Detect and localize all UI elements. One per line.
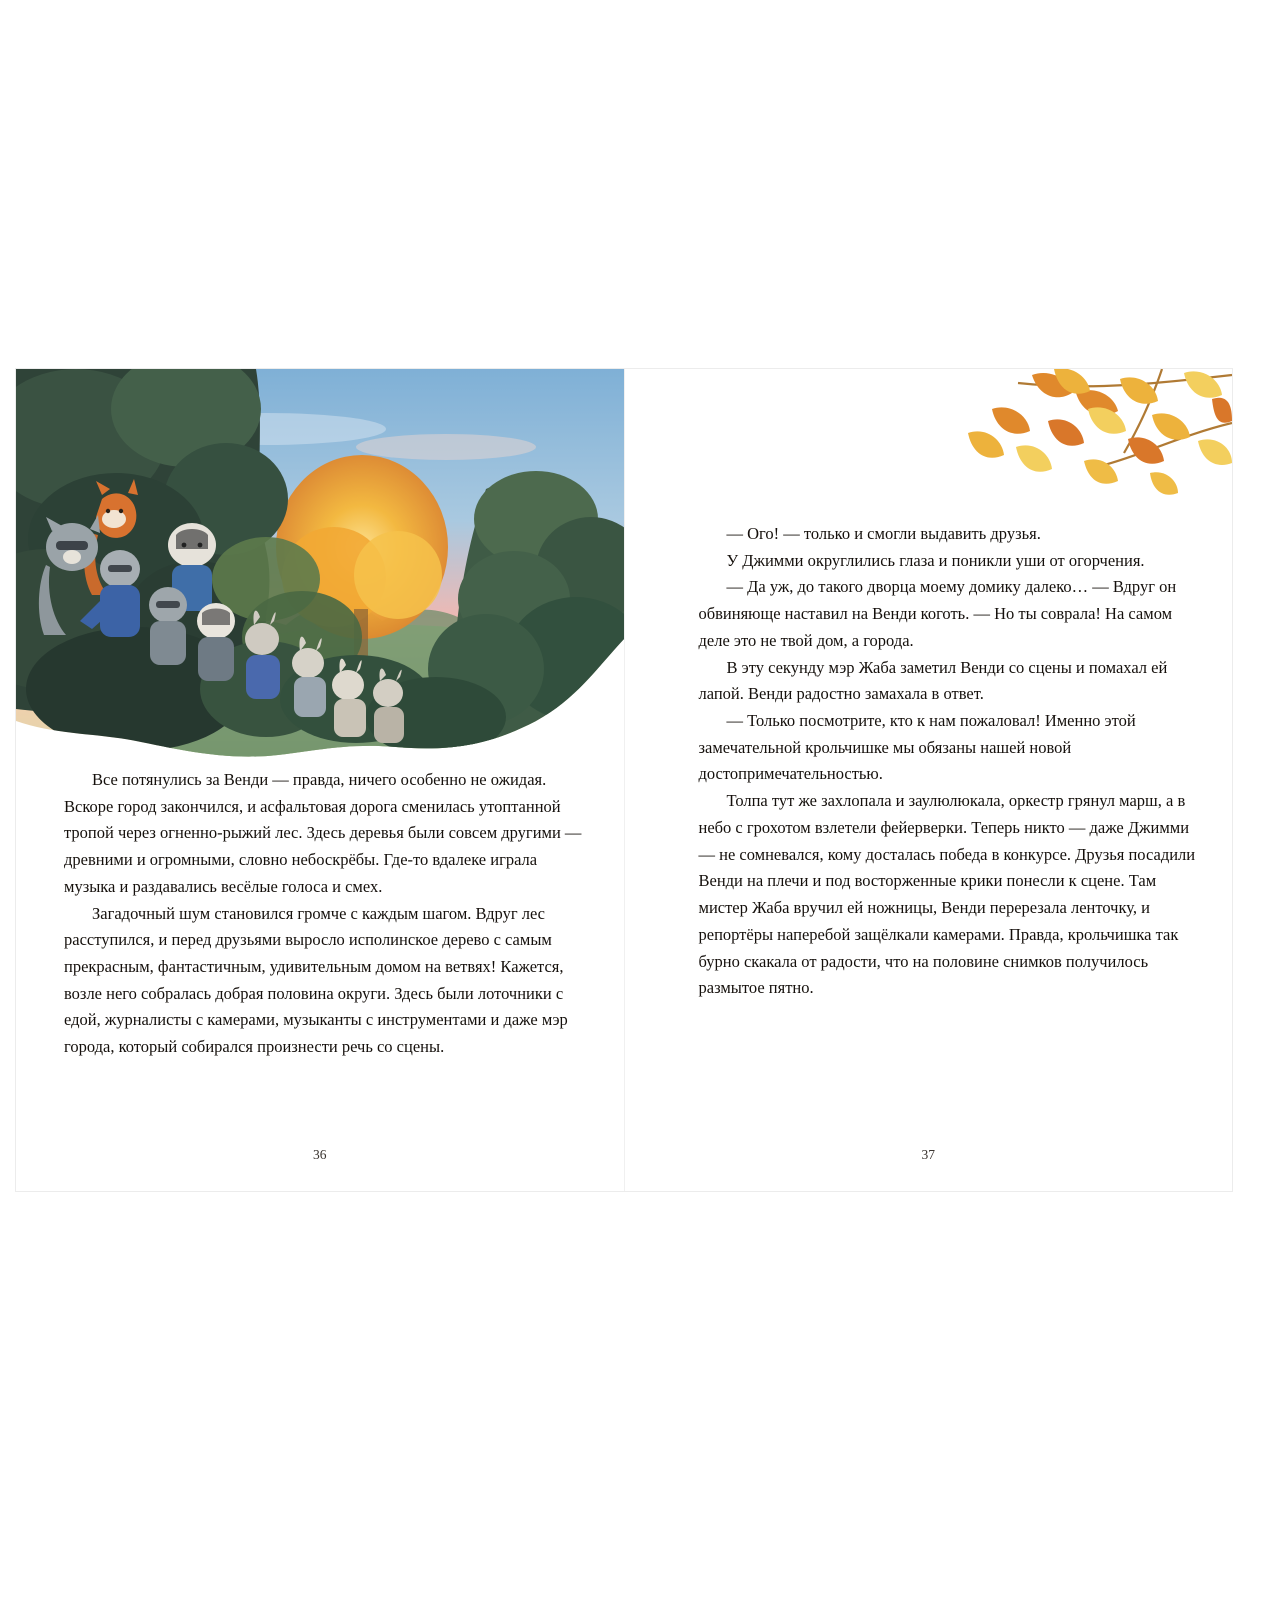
page-left <box>16 369 625 1191</box>
forest-sunset-animals-illustration <box>16 369 624 769</box>
book-spread <box>16 369 1232 1191</box>
paragraph: В эту секунду мэр Жаба заметил Венди со сцены и помахал ей лапой. Венди радостно замахала в ответ. <box>698 657 1168 704</box>
paragraph: Все потянулись за Венди — правда, ничего особенно не ожидая. Вскоре город закончился, и асфальтовая дорога сменилась утоптанной тропой через огненно-рыжий лес. Здесь деревья были совсем другими — древними и огромными, словно небоскрёбы. Где-то вдалеке играла музыка и раздавались весёлые голоса и смех. <box>64 770 582 896</box>
paragraph: Толпа тут же захлопала и заулюлюкала, оркестр грянул марш, а в небо с грохотом взлетели фейерверки. Теперь никто — даже Джимми — не сомневался, кому досталась победа в конкурсе. Друзья посадили Венди на плечи и под восторженные крики понесли к сцене. Там мистер Жаба вручил ей ножницы, Венди перерезала ленточку, и репортёры наперебой защёлкали камерами. Правда, крольчишка так бурно скакала от радости, что на половине снимков получилось размытое пятно. <box>698 791 1196 998</box>
page-right <box>625 369 1233 1191</box>
paragraph: — Только посмотрите, кто к нам пожаловал! Именно этой замечательной крольчишке мы обязаны нашей новой достопримечательностью. <box>698 711 1136 784</box>
autumn-leaves-branch-illustration <box>732 369 1232 529</box>
left-page-body <box>64 767 584 1061</box>
page-number-right: 37 <box>921 1147 935 1162</box>
paragraph: — Да уж, до такого дворца моему домику далеко… — Вдруг он обвиняюще наставил на Венди коготь. — Но ты соврала! На самом деле это не твой дом, а города. <box>698 577 1177 650</box>
paragraph: — Ого! — только и смогли выдавить друзья. <box>726 524 1041 543</box>
paragraph: У Джимми округлились глаза и поникли уши от огорчения. <box>726 550 1145 570</box>
page-number-left: 36 <box>313 1147 327 1162</box>
paragraph: Загадочный шум становился громче с каждым шагом. Вдруг лес расступился, и перед друзьями выросло исполинское дерево с самым прекрасным, фантастичным, удивительным домом на ветвях! Кажется, возле него собралась добрая половина округи. Здесь были лоточники с едой, журналисты с камерами, музыканты с инструментами и даже мэр города, который собирался произнести речь со сцены. <box>64 903 568 1057</box>
right-page-body <box>699 521 1199 1002</box>
